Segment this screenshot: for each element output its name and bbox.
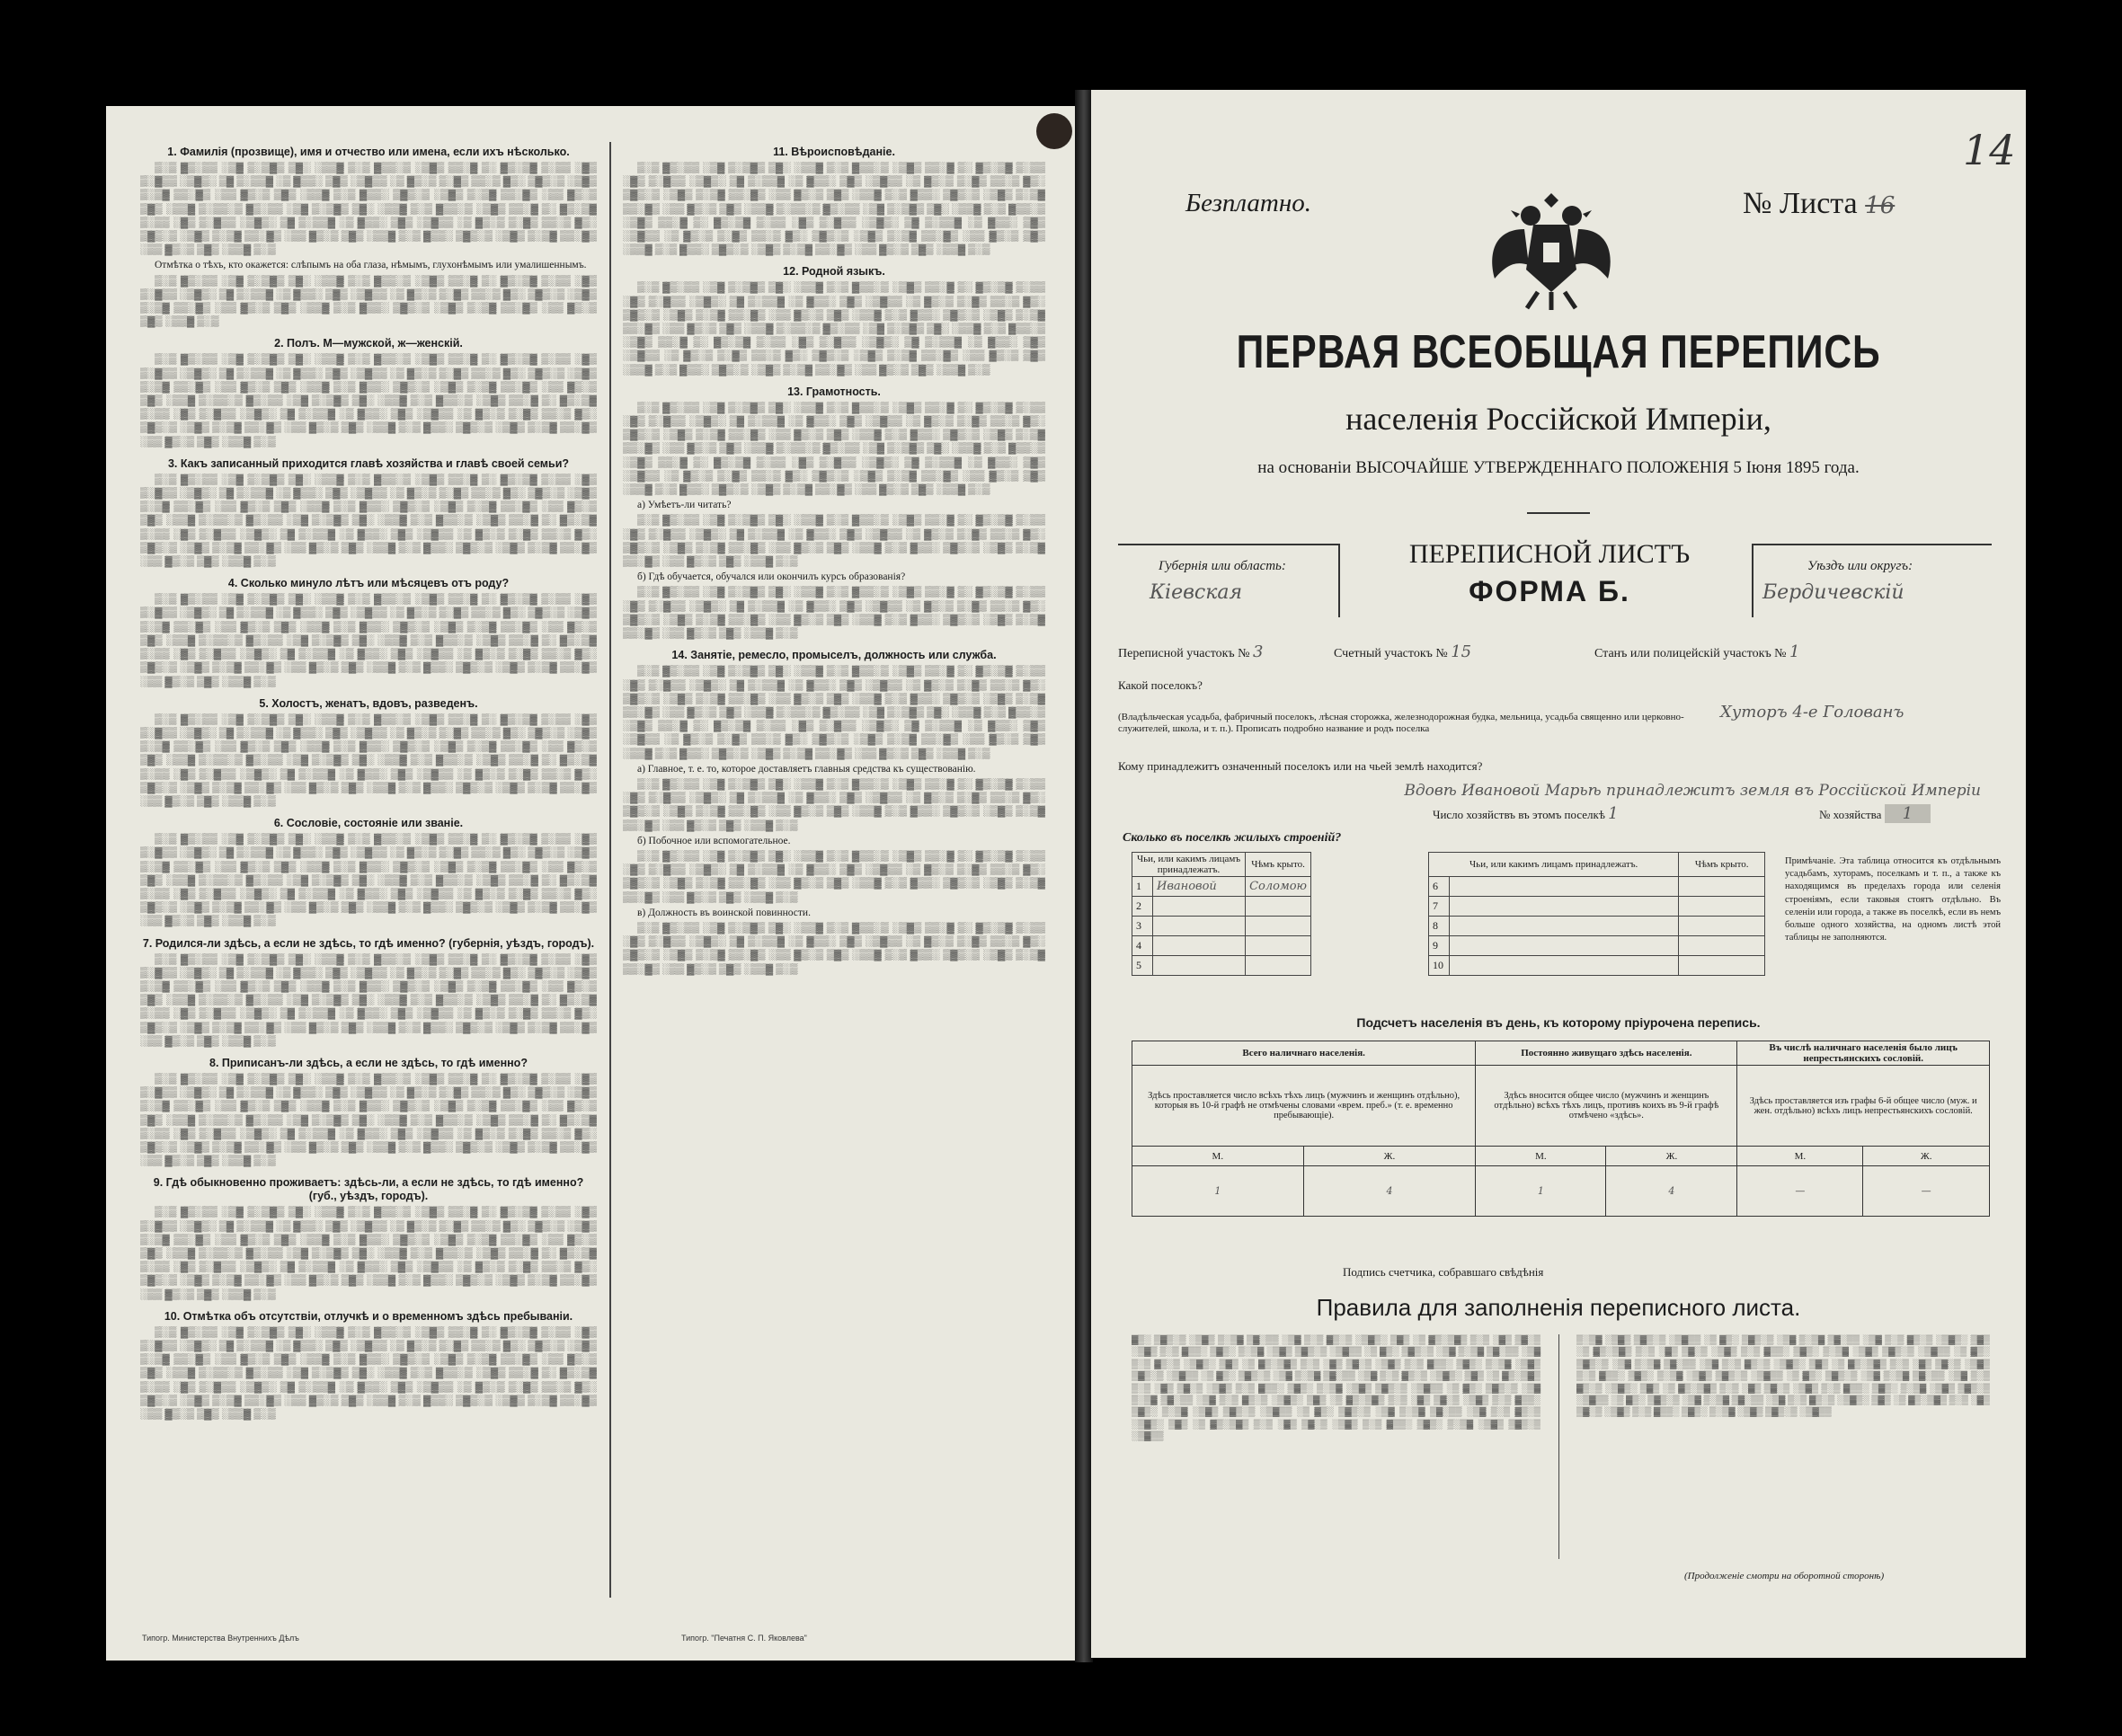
- instruction-text-filler: ▒░▒ ▓▒░▒▒ ░▒▓ ▒░▒▓▒ ▒▓░ ░▒▒▓ ▒░▒ ▓▒▒░▒ ░▒▓▒ ▒▒░▓ ▒░ ▓▒░▒▓ ▒░▒▒ ░▓▒ ▒░▓▒▒ ░▒▓▒░ ▒▓ ▒░▒▒▓ ░▒ ▓▒▒░ ▒▓▒ ░▒▓▒▒ ░▒ ▓▒░▒ ▒░▓▒ ▒▒░▒ ▓▒░ ▒▓▒░▒ ░▒▓▒ ▒░▒▓ ▒▒░▓▒ ░▒▒ ▓▒░▒ ▒▓▒ ░▒▒▓ ▒░▒ ▓▒▒░ ▒▓▒░▒ ░▒▓▒ ▒░▒▓ ▒▒░▓▒ ░▒▒ ▓▒░▒ ▒▓▒ ░▒▒▓ ▒░▒: [623, 922, 1045, 975]
- building-roof: [1246, 956, 1311, 976]
- building-row: [1429, 917, 1765, 936]
- building-row: [1132, 877, 1311, 897]
- building-cell: [1679, 936, 1765, 956]
- instructions-page: [106, 106, 1077, 1661]
- building-n: 10: [1429, 956, 1450, 976]
- instruction-text-filler: ▒░▒ ▓▒░▒▒ ░▒▓ ▒░▒▓▒ ▒▓░ ░▒▒▓ ▒░▒ ▓▒▒░▒ ░▒▓▒ ▒▒░▓ ▒░ ▓▒░▒▓ ▒░▒▒ ░▓▒ ▒░▓▒▒ ░▒▓▒░ ▒▓ ▒░▒▒▓ ░▒ ▓▒▒░ ▒▓▒ ░▒▓▒▒ ░▒ ▓▒░▒ ▒░▓▒ ▒▒░▒ ▓▒░ ▒▓▒░▒ ░▒▓▒ ▒░▒▓ ▒▒░▓▒ ░▒▒ ▓▒░▒ ▒▓▒ ░▒▒▓ ▒░▒ ▓▒▒░ ▒▓▒░▒ ░▒▓▒ ▒░▒▓ ▒▒░▓▒ ░▒▒ ▓▒░▒ ▒▓▒ ░▒▒▓ ▒░▒▒░▒ ▓▒░▒▒ ░▒▓ ▒░▒▓▒ ▒▓░ ░▒▒▓ ▒░▒ ▓▒▒░▒ ░▒▓▒ ▒▒░▓ ▒░ ▓▒░▒▓ ▒░▒▒ ░▓▒ ▒░▓▒▒ ░▒▓▒░ ▒▓ ▒░▒▒▓ ░▒ ▓▒▒░ ▒▓▒ ░▒▓▒▒ ░▒ ▓▒░▒ ▒░▓▒ ▒▒░▒ ▓▒░ ▒▓▒░▒ ░▒▓▒ ▒░▒▓ ▒▒░▓▒ ░▒▒ ▓▒░▒ ▒▓▒ ░▒▒▓ ▒░▒ ▓▒▒░ ▒▓▒░▒ ░▒▓▒ ▒░▒▓ ▒▒░▓▒ ░▒▒ ▓▒░▒ ▒▓▒ ░▒▒▓ ▒░▒: [140, 474, 597, 568]
- count-value: —: [1863, 1166, 1990, 1217]
- building-owner: [1153, 956, 1246, 976]
- rules-text-filler: ▒░▒▓ ░▒▓▒ ▒▓▒░▒ ░▒▓▒▒ ░▒ ▓▒░ ▒▓▒░▒ ░▒▓ ▒░▒▓ ▒▓░▒▒ ░▒▓ ▒░▒ ▓▒░▒ ░▒▓▒░ ▒▓▒ ░▒ ▓▒░▒▓▒ ▒░▒ ░▓▒ ▒▓░▒ ░▒▓▒ ▒░▒ ▓▒▒░ ▒▓▒░ ▒░▒▓ ░▒▓▒ ▒▓▒░▒ ░▒▓▒▒ ░▒ ▓▒░ ▒▓▒░▒ ░▒▓ ▒░▒▓ ▒▓░▒▒ ░▒▓ ▒░▒ ▓▒░▒ ░▒▓▒░ ▒▓▒ ░▒ ▓▒░▒▓▒ ▒░▒ ░▓▒ ▒▓░▒ ░▒▓▒ ▒░▒ ▓▒▒░ ▒▓▒░ ▒░▒▓ ░▒▓▒ ▒▓▒░▒ ░▒▓▒▒ ░▒ ▓▒░ ▒▓▒░▒ ░▒▓ ▒░▒▓ ▒▓░▒▒ ░▒▓ ▒░▒ ▓▒░▒ ░▒▓▒░ ▒▓▒ ░▒ ▓▒░▒▓▒ ▒░▒ ░▓▒ ▒▓░▒ ░▒▓▒ ▒░▒ ▓▒▒░ ▒▓▒░ ▒░▒▓ ░▒▓▒ ▒▓▒░▒ ░▒▓▒▒ ░▒ ▓▒░ ▒▓▒░▒ ░▒▓ ▒░▒▓ ▒▓░▒▒ ░▒▓ ▒░▒ ▓▒░▒ ░▒▓▒░ ▒▓▒ ░▒ ▓▒░▒▓▒ ▒░▒ ░▓▒ ▒▓░▒ ░▒▓▒ ▒░▒ ▓▒▒░ ▒▓▒░ ▒░▒▓ ░▒▓▒ ▒▓▒░▒ ░▒▓▒▒: [1576, 1335, 1990, 1418]
- document-subtitle: населенія Россійской Имперіи,: [1345, 401, 1771, 437]
- building-cell: [1450, 917, 1679, 936]
- census-form-page: [1091, 90, 2026, 1658]
- buildings-owner-header-2: Чьи, или какимъ лицамъ принадлежатъ.: [1429, 853, 1679, 877]
- building-roof: [1246, 897, 1311, 917]
- building-n: 4: [1132, 936, 1153, 956]
- count-value: 4: [1606, 1166, 1737, 1217]
- household-number-line: [1819, 804, 1931, 823]
- instruction-text-filler: ▒░▒ ▓▒░▒▒ ░▒▓ ▒░▒▓▒ ▒▓░ ░▒▒▓ ▒░▒ ▓▒▒░▒ ░▒▓▒ ▒▒░▓ ▒░ ▓▒░▒▓ ▒░▒▒ ░▓▒ ▒░▓▒▒ ░▒▓▒░ ▒▓ ▒░▒▒▓ ░▒ ▓▒▒░ ▒▓▒ ░▒▓▒▒ ░▒ ▓▒░▒ ▒░▓▒ ▒▒░▒ ▓▒░ ▒▓▒░▒ ░▒▓▒ ▒░▒▓ ▒▒░▓▒ ░▒▒ ▓▒░▒ ▒▓▒ ░▒▒▓ ▒░▒ ▓▒▒░ ▒▓▒░▒ ░▒▓▒ ▒░▒▓ ▒▒░▓▒ ░▒▒ ▓▒░▒ ▒▓▒ ░▒▒▓ ▒░▒▒░▒ ▓▒░▒▒ ░▒▓ ▒░▒▓▒ ▒▓░ ░▒▒▓ ▒░▒ ▓▒▒░▒ ░▒▓▒ ▒▒░▓ ▒░ ▓▒░▒▓ ▒░▒▒ ░▓▒ ▒░▓▒▒ ░▒▓▒░ ▒▓ ▒░▒▒▓ ░▒ ▓▒▒░ ▒▓▒ ░▒▓▒▒ ░▒ ▓▒░▒ ▒░▓▒ ▒▒░▒ ▓▒░ ▒▓▒░▒ ░▒▓▒ ▒░▒▓ ▒▒░▓▒ ░▒▒ ▓▒░▒ ▒▓▒ ░▒▒▓ ▒░▒ ▓▒▒░ ▒▓▒░▒ ░▒▓▒ ▒░▒▓ ▒▒░▓▒ ░▒▒ ▓▒░▒ ▒▓▒ ░▒▒▓ ▒░▒: [140, 953, 597, 1047]
- population-count-table: [1132, 1041, 1990, 1217]
- building-n: 5: [1132, 956, 1153, 976]
- instruction-heading: 6. Сословіе, состояніе или званіе.: [273, 817, 464, 830]
- buildings-label: Сколько въ поселкѣ жилыхъ строеній?: [1123, 831, 1342, 845]
- instruction-text-filler: ▒░▒ ▓▒░▒▒ ░▒▓ ▒░▒▓▒ ▒▓░ ░▒▒▓ ▒░▒ ▓▒▒░▒ ░▒▓▒ ▒▒░▓ ▒░ ▓▒░▒▓ ▒░▒▒ ░▓▒ ▒░▓▒▒ ░▒▓▒░ ▒▓ ▒░▒▒▓ ░▒ ▓▒▒░ ▒▓▒ ░▒▓▒▒ ░▒ ▓▒░▒ ▒░▓▒ ▒▒░▒ ▓▒░ ▒▓▒░▒ ░▒▓▒ ▒░▒▓ ▒▒░▓▒ ░▒▒ ▓▒░▒ ▒▓▒ ░▒▒▓ ▒░▒ ▓▒▒░ ▒▓▒░▒ ░▒▓▒ ▒░▒▓ ▒▒░▓▒ ░▒▒ ▓▒░▒ ▒▓▒ ░▒▒▓ ▒░▒▒░▒ ▓▒░▒▒ ░▒▓ ▒░▒▓▒ ▒▓░ ░▒▒▓ ▒░▒ ▓▒▒░▒ ░▒▓▒ ▒▒░▓ ▒░ ▓▒░▒▓ ▒░▒▒ ░▓▒ ▒░▓▒▒ ░▒▓▒░ ▒▓ ▒░▒▒▓ ░▒ ▓▒▒░ ▒▓▒ ░▒▓▒▒ ░▒ ▓▒░▒ ▒░▓▒ ▒▒░▒ ▓▒░ ▒▓▒░▒ ░▒▓▒ ▒░▒▓ ▒▒░▓▒ ░▒▒ ▓▒░▒ ▒▓▒ ░▒▒▓ ▒░▒ ▓▒▒░ ▒▓▒░▒ ░▒▓▒ ▒░▒▓ ▒▒░▓▒ ░▒▒ ▓▒░▒ ▒▓▒ ░▒▒▓ ▒░▒: [140, 834, 597, 927]
- building-cell: [1679, 956, 1765, 976]
- instruction-text-filler: ▒░▒ ▓▒░▒▒ ░▒▓ ▒░▒▓▒ ▒▓░ ░▒▒▓ ▒░▒ ▓▒▒░▒ ░▒▓▒ ▒▒░▓ ▒░ ▓▒░▒▓ ▒░▒▒ ░▓▒ ▒░▓▒▒ ░▒▓▒░ ▒▓ ▒░▒▒▓ ░▒ ▓▒▒░ ▒▓▒ ░▒▓▒▒ ░▒ ▓▒░▒ ▒░▓▒ ▒▒░▒ ▓▒░ ▒▓▒░▒ ░▒▓▒ ▒░▒▓ ▒▒░▓▒ ░▒▒ ▓▒░▒ ▒▓▒ ░▒▒▓ ▒░▒ ▓▒▒░ ▒▓▒░▒ ░▒▓▒ ▒░▒▓ ▒▒░▓▒ ░▒▒ ▓▒░▒ ▒▓▒ ░▒▒▓ ▒░▒▒░▒ ▓▒░▒▒ ░▒▓ ▒░▒▓▒ ▒▓░ ░▒▒▓ ▒░▒ ▓▒▒░▒ ░▒▓▒ ▒▒░▓ ▒░ ▓▒░▒▓ ▒░▒▒ ░▓▒ ▒░▓▒▒ ░▒▓▒░ ▒▓ ▒░▒▒▓ ░▒ ▓▒▒░ ▒▓▒ ░▒▓▒▒ ░▒ ▓▒░▒ ▒░▓▒ ▒▒░▒ ▓▒░ ▒▓▒░▒ ░▒▓▒ ▒░▒▓ ▒▒░▓▒ ░▒▒ ▓▒░▒ ▒▓▒ ░▒▒▓ ▒░▒ ▓▒▒░ ▒▓▒░▒ ░▒▓▒ ▒░▒▓ ▒▒░▓▒ ░▒▒ ▓▒░▒ ▒▓▒ ░▒▒▓ ▒░▒: [623, 402, 1045, 496]
- instruction-text: б) Гдѣ обучается, обучался или окончилъ курсъ образованія?: [637, 571, 906, 583]
- column-divider: [609, 142, 611, 1598]
- census-district-value: 3: [1253, 642, 1264, 661]
- free-label: Безплатно.: [1185, 189, 1311, 217]
- instruction-text-filler: ▒░▒ ▓▒░▒▒ ░▒▓ ▒░▒▓▒ ▒▓░ ░▒▒▓ ▒░▒ ▓▒▒░▒ ░▒▓▒ ▒▒░▓ ▒░ ▓▒░▒▓ ▒░▒▒ ░▓▒ ▒░▓▒▒ ░▒▓▒░ ▒▓ ▒░▒▒▓ ░▒ ▓▒▒░ ▒▓▒ ░▒▓▒▒ ░▒ ▓▒░▒ ▒░▓▒ ▒▒░▒ ▓▒░ ▒▓▒░▒ ░▒▓▒ ▒░▒▓ ▒▒░▓▒ ░▒▒ ▓▒░▒ ▒▓▒ ░▒▒▓ ▒░▒ ▓▒▒░ ▒▓▒░▒ ░▒▓▒ ▒░▒▓ ▒▒░▓▒ ░▒▒ ▓▒░▒ ▒▓▒ ░▒▒▓ ▒░▒: [623, 587, 1045, 640]
- province-box: [1118, 544, 1340, 617]
- instruction-text: Отмѣтка о тѣхъ, кто окажется: слѣпымъ на оба глаза, нѣмымъ, глухонѣмымъ или умалишеннымъ.: [155, 260, 587, 271]
- households-label: Число хозяйствъ въ этомъ поселкѣ: [1433, 808, 1605, 821]
- page-fold: [1075, 90, 1093, 1662]
- building-row: [1429, 897, 1765, 917]
- building-row: [1132, 917, 1311, 936]
- building-n: 7: [1429, 897, 1450, 917]
- form-code: ФОРМА Б.: [1469, 575, 1630, 607]
- instruction-text: а) Умѣетъ-ли читать?: [637, 500, 732, 511]
- count-desc-present: Здѣсь проставляется число всѣхъ тѣхъ лицъ (мужчинъ и женщинъ отдѣльно), которыя въ 10-й графѣ не отмѣчены словами «врем. преб.» (т. е. временно пребывающіе).: [1132, 1066, 1476, 1147]
- count-title: Подсчетъ населенія въ день, къ которому пріурочена перепись.: [1356, 1015, 1761, 1030]
- stan-value: 1: [1789, 642, 1800, 661]
- building-cell: [1679, 877, 1765, 897]
- count-value: 1: [1476, 1166, 1606, 1217]
- building-n: 6: [1429, 877, 1450, 897]
- instruction-text: б) Побочное или вспомогательное.: [637, 835, 791, 846]
- instruction-text: а) Главное, т. е. то, которое доставляетъ главныя средства къ существованію.: [637, 763, 976, 775]
- counting-district-line: [1334, 642, 1471, 661]
- building-cell: [1450, 956, 1679, 976]
- instruction-text-filler: ▒░▒ ▓▒░▒▒ ░▒▓ ▒░▒▓▒ ▒▓░ ░▒▒▓ ▒░▒ ▓▒▒░▒ ░▒▓▒ ▒▒░▓ ▒░ ▓▒░▒▓ ▒░▒▒ ░▓▒ ▒░▓▒▒ ░▒▓▒░ ▒▓ ▒░▒▒▓ ░▒ ▓▒▒░ ▒▓▒ ░▒▓▒▒ ░▒ ▓▒░▒ ▒░▓▒ ▒▒░▒ ▓▒░ ▒▓▒░▒ ░▒▓▒ ▒░▒▓ ▒▒░▓▒ ░▒▒ ▓▒░▒ ▒▓▒ ░▒▒▓ ▒░▒ ▓▒▒░ ▒▓▒░▒ ░▒▓▒ ▒░▒▓ ▒▒░▓▒ ░▒▒ ▓▒░▒ ▒▓▒ ░▒▒▓ ▒░▒▒░▒ ▓▒░▒▒ ░▒▓ ▒░▒▓▒ ▒▓░ ░▒▒▓ ▒░▒ ▓▒▒░▒ ░▒▓▒ ▒▒░▓ ▒░ ▓▒░▒▓ ▒░▒▒ ░▓▒ ▒░▓▒▒ ░▒▓▒░ ▒▓ ▒░▒▒▓ ░▒ ▓▒▒░ ▒▓▒ ░▒▓▒▒ ░▒ ▓▒░▒ ▒░▓▒ ▒▒░▒ ▓▒░ ▒▓▒░▒ ░▒▓▒ ▒░▒▓ ▒▒░▓▒ ░▒▒ ▓▒░▒ ▒▓▒ ░▒▒▓ ▒░▒ ▓▒▒░ ▒▓▒░▒ ░▒▓▒ ▒░▒▓ ▒▒░▓▒ ░▒▒ ▓▒░▒ ▒▓▒ ░▒▒▓ ▒░▒: [140, 594, 597, 687]
- sheet-number-value: 16: [1865, 192, 1896, 219]
- instruction-text-filler: ▒░▒ ▓▒░▒▒ ░▒▓ ▒░▒▓▒ ▒▓░ ░▒▒▓ ▒░▒ ▓▒▒░▒ ░▒▓▒ ▒▒░▓ ▒░ ▓▒░▒▓ ▒░▒▒ ░▓▒ ▒░▓▒▒ ░▒▓▒░ ▒▓ ▒░▒▒▓ ░▒ ▓▒▒░ ▒▓▒ ░▒▓▒▒ ░▒ ▓▒░▒ ▒░▓▒ ▒▒░▒ ▓▒░ ▒▓▒░▒ ░▒▓▒ ▒░▒▓ ▒▒░▓▒ ░▒▒ ▓▒░▒ ▒▓▒ ░▒▒▓ ▒░▒ ▓▒▒░ ▒▓▒░▒ ░▒▓▒ ▒░▒▓ ▒▒░▓▒ ░▒▒ ▓▒░▒ ▒▓▒ ░▒▒▓ ▒░▒▒░▒ ▓▒░▒▒ ░▒▓ ▒░▒▓▒ ▒▓░ ░▒▒▓ ▒░▒ ▓▒▒░▒ ░▒▓▒ ▒▒░▓ ▒░ ▓▒░▒▓ ▒░▒▒ ░▓▒ ▒░▓▒▒ ░▒▓▒░ ▒▓ ▒░▒▒▓ ░▒ ▓▒▒░ ▒▓▒ ░▒▓▒▒ ░▒ ▓▒░▒ ▒░▓▒ ▒▒░▒ ▓▒░ ▒▓▒░▒ ░▒▓▒ ▒░▒▓ ▒▒░▓▒ ░▒▒ ▓▒░▒ ▒▓▒ ░▒▒▓ ▒░▒ ▓▒▒░ ▒▓▒░▒ ░▒▓▒ ▒░▒▓ ▒▒░▓▒ ░▒▒ ▓▒░▒ ▒▓▒ ░▒▒▓ ▒░▒: [140, 163, 597, 256]
- households-line: [1433, 804, 1619, 823]
- instruction-text-filler: ▒░▒ ▓▒░▒▒ ░▒▓ ▒░▒▓▒ ▒▓░ ░▒▒▓ ▒░▒ ▓▒▒░▒ ░▒▓▒ ▒▒░▓ ▒░ ▓▒░▒▓ ▒░▒▒ ░▓▒ ▒░▓▒▒ ░▒▓▒░ ▒▓ ▒░▒▒▓ ░▒ ▓▒▒░ ▒▓▒ ░▒▓▒▒ ░▒ ▓▒░▒ ▒░▓▒ ▒▒░▒ ▓▒░ ▒▓▒░▒ ░▒▓▒ ▒░▒▓ ▒▒░▓▒ ░▒▒ ▓▒░▒ ▒▓▒ ░▒▒▓ ▒░▒ ▓▒▒░ ▒▓▒░▒ ░▒▓▒ ▒░▒▓ ▒▒░▓▒ ░▒▒ ▓▒░▒ ▒▓▒ ░▒▒▓ ▒░▒▒░▒ ▓▒░▒▒ ░▒▓ ▒░▒▓▒ ▒▓░ ░▒▒▓ ▒░▒ ▓▒▒░▒ ░▒▓▒ ▒▒░▓ ▒░ ▓▒░▒▓ ▒░▒▒ ░▓▒ ▒░▓▒▒ ░▒▓▒░ ▒▓ ▒░▒▒▓ ░▒ ▓▒▒░ ▒▓▒ ░▒▓▒▒ ░▒ ▓▒░▒ ▒░▓▒ ▒▒░▒ ▓▒░ ▒▓▒░▒ ░▒▓▒ ▒░▒▓ ▒▒░▓▒ ░▒▒ ▓▒░▒ ▒▓▒ ░▒▒▓ ▒░▒ ▓▒▒░ ▒▓▒░▒ ░▒▓▒ ▒░▒▓ ▒▒░▓▒ ░▒▒ ▓▒░▒ ▒▓▒ ░▒▒▓ ▒░▒: [140, 1073, 597, 1167]
- count-value: 1: [1132, 1166, 1304, 1217]
- buildings-table-right: [1428, 852, 1765, 976]
- district-box: [1752, 544, 1992, 617]
- building-row: [1132, 956, 1311, 976]
- instruction-heading: 2. Полъ. М—мужской, ж—женскій.: [274, 337, 463, 350]
- form-name: ПЕРЕПИСНОЙ ЛИСТЪ: [1408, 539, 1691, 569]
- building-row: [1132, 936, 1311, 956]
- building-n: 1: [1132, 877, 1153, 897]
- rules-divider: [1558, 1334, 1559, 1559]
- count-mf-label: М.: [1737, 1147, 1863, 1166]
- census-district-label: Переписной участокъ №: [1118, 647, 1250, 660]
- rules-text-filler: ▓▒░ ▒▓▒░▒ ░▒▓▒ ▒░▒▓ ▒▓░▒▒ ░▒▓ ▒░▒ ▓▒░▒ ░▒▓▒░ ▒▓▒ ░▒ ▓▒░▒▓▒ ▒░▒ ░▓▒ ▒▓░▒ ░▒▓▒ ▒░▒ ▓▒▒░ ▒▓▒░ ▒░▒▓ ░▒▓▒ ▒▓▒░▒ ░▒▓▒▒ ░▒ ▓▒░ ▒▓▒░▒ ░▒▓ ▒░▒▓ ▒▓░▒▒ ░▒▓ ▒░▒ ▓▒░▒ ░▒▓▒░ ▒▓▒ ░▒ ▓▒░▒▓▒ ▒░▒ ░▓▒ ▒▓░▒ ░▒▓▒ ▒░▒ ▓▒▒░ ▒▓▒░ ▒░▒▓ ░▒▓▒ ▒▓▒░▒ ░▒▓▒▒ ░▒ ▓▒░ ▒▓▒░▒ ░▒▓ ▒░▒▓ ▒▓░▒▒ ░▒▓ ▒░▒ ▓▒░▒ ░▒▓▒░ ▒▓▒ ░▒ ▓▒░▒▓▒ ▒░▒ ░▓▒ ▒▓░▒ ░▒▓▒ ▒░▒ ▓▒▒░ ▒▓▒░ ▒░▒▓ ░▒▓▒ ▒▓▒░▒ ░▒▓▒▒ ░▒ ▓▒░ ▒▓▒░▒ ░▒▓ ▒░▒▓ ▒▓░▒▒ ░▒▓ ▒░▒ ▓▒░▒ ░▒▓▒░ ▒▓▒ ░▒ ▓▒░▒▓▒ ▒░▒ ░▓▒ ▒▓░▒ ░▒▓▒ ▒░▒ ▓▒▒░ ▒▓▒░ ▒░▒▓ ░▒▓▒ ▒▓▒░▒ ░▒▓▒▒ ░▒ ▓▒░ ▒▓▒░▒ ░▒▓ ▒░▒▓ ▒▓░▒▒ ░▒▓ ▒░▒ ▓▒░▒ ░▒▓▒░ ▒▓▒ ░▒ ▓▒░▒▓▒ ▒░▒ ░▓▒ ▒▓░▒ ░▒▓▒ ▒░▒ ▓▒▒░ ▒▓▒░ ▒░▒▓ ░▒▓▒ ▒▓▒░▒ ░▒▓▒▒: [1132, 1335, 1540, 1442]
- building-roof: [1246, 917, 1311, 936]
- building-row: [1429, 877, 1765, 897]
- count-desc-nonpeasant: Здѣсь проставляется изъ графы 6-й общее число (муж. и жен. отдѣльно) всѣхъ лицъ непрестьянскихъ сословій.: [1737, 1066, 1990, 1147]
- instruction-text-filler: ▒░▒ ▓▒░▒▒ ░▒▓ ▒░▒▓▒ ▒▓░ ░▒▒▓ ▒░▒ ▓▒▒░▒ ░▒▓▒ ▒▒░▓ ▒░ ▓▒░▒▓ ▒░▒▒ ░▓▒ ▒░▓▒▒ ░▒▓▒░ ▒▓ ▒░▒▒▓ ░▒ ▓▒▒░ ▒▓▒ ░▒▓▒▒ ░▒ ▓▒░▒ ▒░▓▒ ▒▒░▒ ▓▒░ ▒▓▒░▒ ░▒▓▒ ▒░▒▓ ▒▒░▓▒ ░▒▒ ▓▒░▒ ▒▓▒ ░▒▒▓ ▒░▒ ▓▒▒░ ▒▓▒░▒ ░▒▓▒ ▒░▒▓ ▒▒░▓▒ ░▒▒ ▓▒░▒ ▒▓▒ ░▒▒▓ ▒░▒▒░▒ ▓▒░▒▒ ░▒▓ ▒░▒▓▒ ▒▓░ ░▒▒▓ ▒░▒ ▓▒▒░▒ ░▒▓▒ ▒▒░▓ ▒░ ▓▒░▒▓ ▒░▒▒ ░▓▒ ▒░▓▒▒ ░▒▓▒░ ▒▓ ▒░▒▒▓ ░▒ ▓▒▒░ ▒▓▒ ░▒▓▒▒ ░▒ ▓▒░▒ ▒░▓▒ ▒▒░▒ ▓▒░ ▒▓▒░▒ ░▒▓▒ ▒░▒▓ ▒▒░▓▒ ░▒▒ ▓▒░▒ ▒▓▒ ░▒▒▓ ▒░▒ ▓▒▒░ ▒▓▒░▒ ░▒▓▒ ▒░▒▓ ▒▒░▓▒ ░▒▒ ▓▒░▒ ▒▓▒ ░▒▒▓ ▒░▒: [140, 1326, 597, 1421]
- legal-basis: на основаніи ВЫСОЧАЙШЕ УТВЕРЖДЕННАГО ПОЛОЖЕНІЯ 5 Іюня 1895 года.: [1257, 458, 1860, 477]
- rules-column-1: [1132, 1334, 1540, 1443]
- instruction-text: в) Должность въ воинской повинности.: [637, 907, 811, 918]
- instruction-heading: 7. Родился-ли здѣсь, а если не здѣсь, то гдѣ именно? (губернія, уѣздъ, городъ).: [142, 936, 595, 950]
- instruction-text-filler: ▒░▒ ▓▒░▒▒ ░▒▓ ▒░▒▓▒ ▒▓░ ░▒▒▓ ▒░▒ ▓▒▒░▒ ░▒▓▒ ▒▒░▓ ▒░ ▓▒░▒▓ ▒░▒▒ ░▓▒ ▒░▓▒▒ ░▒▓▒░ ▒▓ ▒░▒▒▓ ░▒ ▓▒▒░ ▒▓▒ ░▒▓▒▒ ░▒ ▓▒░▒ ▒░▓▒ ▒▒░▒ ▓▒░ ▒▓▒░▒ ░▒▓▒ ▒░▒▓ ▒▒░▓▒ ░▒▒ ▓▒░▒ ▒▓▒ ░▒▒▓ ▒░▒ ▓▒▒░ ▒▓▒░▒ ░▒▓▒ ▒░▒▓ ▒▒░▓▒ ░▒▒ ▓▒░▒ ▒▓▒ ░▒▒▓ ▒░▒▒░▒ ▓▒░▒▒ ░▒▓ ▒░▒▓▒ ▒▓░ ░▒▒▓ ▒░▒ ▓▒▒░▒ ░▒▓▒ ▒▒░▓ ▒░ ▓▒░▒▓ ▒░▒▒ ░▓▒ ▒░▓▒▒ ░▒▓▒░ ▒▓ ▒░▒▒▓ ░▒ ▓▒▒░ ▒▓▒ ░▒▓▒▒ ░▒ ▓▒░▒ ▒░▓▒ ▒▒░▒ ▓▒░ ▒▓▒░▒ ░▒▓▒ ▒░▒▓ ▒▒░▓▒ ░▒▒ ▓▒░▒ ▒▓▒ ░▒▒▓ ▒░▒ ▓▒▒░ ▒▓▒░▒ ░▒▓▒ ▒░▒▓ ▒▒░▓▒ ░▒▒ ▓▒░▒ ▒▓▒ ░▒▒▓ ▒░▒: [623, 163, 1045, 256]
- instruction-heading: 11. Вѣроисповѣданіе.: [773, 146, 895, 158]
- instruction-heading: 5. Холостъ, женатъ, вдовъ, разведенъ.: [259, 696, 478, 710]
- building-owner: [1153, 917, 1246, 936]
- building-cell: [1450, 877, 1679, 897]
- building-row: [1429, 936, 1765, 956]
- building-owner: Ивановой: [1153, 877, 1246, 897]
- households-value: 1: [1608, 804, 1619, 823]
- rules-column-2: [1576, 1334, 1990, 1419]
- count-mf-label: М.: [1132, 1147, 1304, 1166]
- instruction-heading: 3. Какъ записанный приходится главѣ хозяйства и главѣ своей семьи?: [167, 456, 570, 470]
- instruction-heading: 1. Фамилія (прозвище), имя и отчество или имена, если ихъ нѣсколько.: [167, 146, 570, 158]
- instruction-text-filler: ▒░▒ ▓▒░▒▒ ░▒▓ ▒░▒▓▒ ▒▓░ ░▒▒▓ ▒░▒ ▓▒▒░▒ ░▒▓▒ ▒▒░▓ ▒░ ▓▒░▒▓ ▒░▒▒ ░▓▒ ▒░▓▒▒ ░▒▓▒░ ▒▓ ▒░▒▒▓ ░▒ ▓▒▒░ ▒▓▒ ░▒▓▒▒ ░▒ ▓▒░▒ ▒░▓▒ ▒▒░▒ ▓▒░ ▒▓▒░▒ ░▒▓▒ ▒░▒▓ ▒▒░▓▒ ░▒▒ ▓▒░▒ ▒▓▒ ░▒▒▓ ▒░▒ ▓▒▒░ ▒▓▒░▒ ░▒▓▒ ▒░▒▓ ▒▒░▓▒ ░▒▒ ▓▒░▒ ▒▓▒ ░▒▒▓ ▒░▒: [140, 275, 597, 328]
- handwritten-page-number: 14: [1963, 126, 2016, 174]
- building-owner: [1153, 936, 1246, 956]
- count-mf-label: М.: [1476, 1147, 1606, 1166]
- instruction-heading: 10. Отмѣтка объ отсутствіи, отлучкѣ и о временномъ здѣсь пребываніи.: [164, 1309, 573, 1323]
- count-header-nonpeasant: Въ числѣ наличнаго населенія было лицъ непрестьянскихъ сословій.: [1737, 1041, 1990, 1066]
- double-headed-eagle-icon: [1484, 180, 1619, 314]
- instruction-heading: 13. Грамотность.: [787, 385, 881, 398]
- household-number-label: № хозяйства: [1819, 808, 1882, 821]
- building-n: 2: [1132, 897, 1153, 917]
- count-mf-label: Ж.: [1863, 1147, 1990, 1166]
- building-roof: Соломою: [1246, 877, 1311, 897]
- printer-note-left: Типогр. Министерства Внутреннихъ Дѣлъ: [142, 1634, 299, 1643]
- building-cell: [1679, 897, 1765, 917]
- building-cell: [1450, 897, 1679, 917]
- province-value: Кіевская: [1150, 581, 1243, 604]
- building-roof: [1246, 936, 1311, 956]
- district-label: Уѣздъ или округъ:: [1807, 559, 1913, 573]
- buildings-table-left: [1132, 852, 1311, 976]
- instruction-text-filler: ▒░▒ ▓▒░▒▒ ░▒▓ ▒░▒▓▒ ▒▓░ ░▒▒▓ ▒░▒ ▓▒▒░▒ ░▒▓▒ ▒▒░▓ ▒░ ▓▒░▒▓ ▒░▒▒ ░▓▒ ▒░▓▒▒ ░▒▓▒░ ▒▓ ▒░▒▒▓ ░▒ ▓▒▒░ ▒▓▒ ░▒▓▒▒ ░▒ ▓▒░▒ ▒░▓▒ ▒▒░▒ ▓▒░ ▒▓▒░▒ ░▒▓▒ ▒░▒▓ ▒▒░▓▒ ░▒▒ ▓▒░▒ ▒▓▒ ░▒▒▓ ▒░▒ ▓▒▒░ ▒▓▒░▒ ░▒▓▒ ▒░▒▓ ▒▒░▓▒ ░▒▒ ▓▒░▒ ▒▓▒ ░▒▒▓ ▒░▒▒░▒ ▓▒░▒▒ ░▒▓ ▒░▒▓▒ ▒▓░ ░▒▒▓ ▒░▒ ▓▒▒░▒ ░▒▓▒ ▒▒░▓ ▒░ ▓▒░▒▓ ▒░▒▒ ░▓▒ ▒░▓▒▒ ░▒▓▒░ ▒▓ ▒░▒▒▓ ░▒ ▓▒▒░ ▒▓▒ ░▒▓▒▒ ░▒ ▓▒░▒ ▒░▓▒ ▒▒░▒ ▓▒░ ▒▓▒░▒ ░▒▓▒ ▒░▒▓ ▒▒░▓▒ ░▒▒ ▓▒░▒ ▒▓▒ ░▒▒▓ ▒░▒ ▓▒▒░ ▒▓▒░▒ ░▒▓▒ ▒░▒▓ ▒▒░▓▒ ░▒▒ ▓▒░▒ ▒▓▒ ░▒▒▓ ▒░▒: [623, 666, 1045, 759]
- building-row: [1132, 897, 1311, 917]
- owner-label: Кому принадлежитъ означенный поселокъ или на чьей землѣ находится?: [1118, 759, 1483, 773]
- instruction-heading: 8. Приписанъ-ли здѣсь, а если не здѣсь, то гдѣ именно?: [209, 1056, 528, 1069]
- building-cell: [1679, 917, 1765, 936]
- owner-value: Вдовѣ Ивановой Марьѣ принадлежитъ земля въ Россійской Имперіи: [1404, 782, 1981, 800]
- instructions-column-1: [140, 137, 597, 1423]
- counting-district-value: 15: [1451, 642, 1472, 661]
- counting-district-label: Счетный участокъ №: [1334, 647, 1448, 660]
- instruction-text-filler: ▒░▒ ▓▒░▒▒ ░▒▓ ▒░▒▓▒ ▒▓░ ░▒▒▓ ▒░▒ ▓▒▒░▒ ░▒▓▒ ▒▒░▓ ▒░ ▓▒░▒▓ ▒░▒▒ ░▓▒ ▒░▓▒▒ ░▒▓▒░ ▒▓ ▒░▒▒▓ ░▒ ▓▒▒░ ▒▓▒ ░▒▓▒▒ ░▒ ▓▒░▒ ▒░▓▒ ▒▒░▒ ▓▒░ ▒▓▒░▒ ░▒▓▒ ▒░▒▓ ▒▒░▓▒ ░▒▒ ▓▒░▒ ▒▓▒ ░▒▒▓ ▒░▒ ▓▒▒░ ▒▓▒░▒ ░▒▓▒ ▒░▒▓ ▒▒░▓▒ ░▒▒ ▓▒░▒ ▒▓▒ ░▒▒▓ ▒░▒▒░▒ ▓▒░▒▒ ░▒▓ ▒░▒▓▒ ▒▓░ ░▒▒▓ ▒░▒ ▓▒▒░▒ ░▒▓▒ ▒▒░▓ ▒░ ▓▒░▒▓ ▒░▒▒ ░▓▒ ▒░▓▒▒ ░▒▓▒░ ▒▓ ▒░▒▒▓ ░▒ ▓▒▒░ ▒▓▒ ░▒▓▒▒ ░▒ ▓▒░▒ ▒░▓▒ ▒▒░▒ ▓▒░ ▒▓▒░▒ ░▒▓▒ ▒░▒▓ ▒▒░▓▒ ░▒▒ ▓▒░▒ ▒▓▒ ░▒▒▓ ▒░▒ ▓▒▒░ ▒▓▒░▒ ░▒▓▒ ▒░▒▓ ▒▒░▓▒ ░▒▒ ▓▒░▒ ▒▓▒ ░▒▒▓ ▒░▒: [140, 713, 597, 807]
- district-value: Бердичевскій: [1762, 581, 1904, 604]
- printer-note-right: Типогр. "Печатня С. П. Яковлева": [681, 1634, 807, 1643]
- stan-line: [1594, 642, 1800, 661]
- settlement-label: Какой поселокъ?: [1118, 678, 1203, 692]
- buildings-roof-header: Чѣмъ крыто.: [1246, 853, 1311, 877]
- building-row: [1429, 956, 1765, 976]
- document-title: ПЕРВАЯ ВСЕОБЩАЯ ПЕРЕПИСЬ: [1236, 326, 1881, 378]
- instruction-text-filler: ▒░▒ ▓▒░▒▒ ░▒▓ ▒░▒▓▒ ▒▓░ ░▒▒▓ ▒░▒ ▓▒▒░▒ ░▒▓▒ ▒▒░▓ ▒░ ▓▒░▒▓ ▒░▒▒ ░▓▒ ▒░▓▒▒ ░▒▓▒░ ▒▓ ▒░▒▒▓ ░▒ ▓▒▒░ ▒▓▒ ░▒▓▒▒ ░▒ ▓▒░▒ ▒░▓▒ ▒▒░▒ ▓▒░ ▒▓▒░▒ ░▒▓▒ ▒░▒▓ ▒▒░▓▒ ░▒▒ ▓▒░▒ ▒▓▒ ░▒▒▓ ▒░▒ ▓▒▒░ ▒▓▒░▒ ░▒▓▒ ▒░▒▓ ▒▒░▓▒ ░▒▒ ▓▒░▒ ▒▓▒ ░▒▒▓ ▒░▒▒░▒ ▓▒░▒▒ ░▒▓ ▒░▒▓▒ ▒▓░ ░▒▒▓ ▒░▒ ▓▒▒░▒ ░▒▓▒ ▒▒░▓ ▒░ ▓▒░▒▓ ▒░▒▒ ░▓▒ ▒░▓▒▒ ░▒▓▒░ ▒▓ ▒░▒▒▓ ░▒ ▓▒▒░ ▒▓▒ ░▒▓▒▒ ░▒ ▓▒░▒ ▒░▓▒ ▒▒░▒ ▓▒░ ▒▓▒░▒ ░▒▓▒ ▒░▒▓ ▒▒░▓▒ ░▒▒ ▓▒░▒ ▒▓▒ ░▒▒▓ ▒░▒ ▓▒▒░ ▒▓▒░▒ ░▒▓▒ ▒░▒▓ ▒▒░▓▒ ░▒▒ ▓▒░▒ ▒▓▒ ░▒▒▓ ▒░▒: [140, 1207, 597, 1300]
- count-value: —: [1737, 1166, 1863, 1217]
- instruction-text-filler: ▒░▒ ▓▒░▒▒ ░▒▓ ▒░▒▓▒ ▒▓░ ░▒▒▓ ▒░▒ ▓▒▒░▒ ░▒▓▒ ▒▒░▓ ▒░ ▓▒░▒▓ ▒░▒▒ ░▓▒ ▒░▓▒▒ ░▒▓▒░ ▒▓ ▒░▒▒▓ ░▒ ▓▒▒░ ▒▓▒ ░▒▓▒▒ ░▒ ▓▒░▒ ▒░▓▒ ▒▒░▒ ▓▒░ ▒▓▒░▒ ░▒▓▒ ▒░▒▓ ▒▒░▓▒ ░▒▒ ▓▒░▒ ▒▓▒ ░▒▒▓ ▒░▒ ▓▒▒░ ▒▓▒░▒ ░▒▓▒ ▒░▒▓ ▒▒░▓▒ ░▒▒ ▓▒░▒ ▒▓▒ ░▒▒▓ ▒░▒: [623, 778, 1045, 831]
- instruction-text-filler: ▒░▒ ▓▒░▒▒ ░▒▓ ▒░▒▓▒ ▒▓░ ░▒▒▓ ▒░▒ ▓▒▒░▒ ░▒▓▒ ▒▒░▓ ▒░ ▓▒░▒▓ ▒░▒▒ ░▓▒ ▒░▓▒▒ ░▒▓▒░ ▒▓ ▒░▒▒▓ ░▒ ▓▒▒░ ▒▓▒ ░▒▓▒▒ ░▒ ▓▒░▒ ▒░▓▒ ▒▒░▒ ▓▒░ ▒▓▒░▒ ░▒▓▒ ▒░▒▓ ▒▒░▓▒ ░▒▒ ▓▒░▒ ▒▓▒ ░▒▒▓ ▒░▒ ▓▒▒░ ▒▓▒░▒ ░▒▓▒ ▒░▒▓ ▒▒░▓▒ ░▒▒ ▓▒░▒ ▒▓▒ ░▒▒▓ ▒░▒▒░▒ ▓▒░▒▒ ░▒▓ ▒░▒▓▒ ▒▓░ ░▒▒▓ ▒░▒ ▓▒▒░▒ ░▒▓▒ ▒▒░▓ ▒░ ▓▒░▒▓ ▒░▒▒ ░▓▒ ▒░▓▒▒ ░▒▓▒░ ▒▓ ▒░▒▒▓ ░▒ ▓▒▒░ ▒▓▒ ░▒▓▒▒ ░▒ ▓▒░▒ ▒░▓▒ ▒▒░▒ ▓▒░ ▒▓▒░▒ ░▒▓▒ ▒░▒▓ ▒▒░▓▒ ░▒▒ ▓▒░▒ ▒▓▒ ░▒▒▓ ▒░▒ ▓▒▒░ ▒▓▒░▒ ░▒▓▒ ▒░▒▓ ▒▒░▓▒ ░▒▒ ▓▒░▒ ▒▓▒ ░▒▒▓ ▒░▒: [623, 282, 1045, 376]
- count-mf-label: Ж.: [1303, 1147, 1476, 1166]
- building-n: 9: [1429, 936, 1450, 956]
- count-mf-label: Ж.: [1606, 1147, 1737, 1166]
- title-rule: [1527, 512, 1590, 514]
- building-n: 3: [1132, 917, 1153, 936]
- buildings-note: Примѣчаніе. Эта таблица относится къ отдѣльнымъ усадьбамъ, хуторамъ, поселкамъ и т. п., а также къ находящимся въ пределахъ города или селенія строеніямъ, если таковыя стоятъ отдѣльно. Въ селеніи или города, а также въ поселкѣ, если въ немъ больше одного хозяйства, на одномъ листѣ этой таблицы не заполняются.: [1785, 856, 2001, 943]
- settlement-value: Хуторъ 4-е Голованъ: [1720, 703, 1904, 722]
- buildings-roof-header-2: Чѣмъ крыто.: [1679, 853, 1765, 877]
- household-number-value: 1: [1885, 804, 1931, 823]
- census-district-line: [1118, 642, 1263, 661]
- sheet-number: [1743, 187, 1895, 221]
- instruction-heading: 9. Гдѣ обыкновенно проживаетъ: здѣсь-ли, а если не здѣсь, то гдѣ именно? (губ., уѣздъ, городъ).: [153, 1176, 584, 1203]
- stan-label: Станъ или полицейскій участокъ №: [1594, 647, 1787, 660]
- instruction-heading: 12. Родной языкъ.: [783, 265, 885, 279]
- settlement-hint: (Владѣльческая усадьба, фабричный поселокъ, лѣсная сторожка, железнодорожная будка, мельница, усадьба священно или церковно-служителей, школа, и т. п.). Прописать подробно название и родъ поселка: [1118, 712, 1684, 734]
- instruction-heading: 4. Сколько минуло лѣтъ или мѣсяцевъ отъ роду?: [227, 577, 510, 590]
- count-desc-permanent: Здѣсь вносится общее число (мужчинъ и женщинъ отдѣльно) всѣхъ тѣхъ лицъ, противъ коихъ въ 9-й графѣ отмѣчено «здѣсь».: [1476, 1066, 1737, 1147]
- count-value: 4: [1303, 1166, 1476, 1217]
- sheet-number-label: № Листа: [1743, 187, 1858, 220]
- buildings-owner-header: Чьи, или какимъ лицамъ принадлежатъ.: [1132, 853, 1246, 877]
- building-cell: [1450, 936, 1679, 956]
- instruction-heading: 14. Занятіе, ремесло, промыселъ, должность или служба.: [671, 649, 997, 662]
- instruction-text-filler: ▒░▒ ▓▒░▒▒ ░▒▓ ▒░▒▓▒ ▒▓░ ░▒▒▓ ▒░▒ ▓▒▒░▒ ░▒▓▒ ▒▒░▓ ▒░ ▓▒░▒▓ ▒░▒▒ ░▓▒ ▒░▓▒▒ ░▒▓▒░ ▒▓ ▒░▒▒▓ ░▒ ▓▒▒░ ▒▓▒ ░▒▓▒▒ ░▒ ▓▒░▒ ▒░▓▒ ▒▒░▒ ▓▒░ ▒▓▒░▒ ░▒▓▒ ▒░▒▓ ▒▒░▓▒ ░▒▒ ▓▒░▒ ▒▓▒ ░▒▒▓ ▒░▒ ▓▒▒░ ▒▓▒░▒ ░▒▓▒ ▒░▒▓ ▒▒░▓▒ ░▒▒ ▓▒░▒ ▒▓▒ ░▒▒▓ ▒░▒: [623, 850, 1045, 903]
- rules-continued: (Продолженіе смотри на оборотной сторонѣ): [1684, 1571, 1885, 1581]
- instruction-text-filler: ▒░▒ ▓▒░▒▒ ░▒▓ ▒░▒▓▒ ▒▓░ ░▒▒▓ ▒░▒ ▓▒▒░▒ ░▒▓▒ ▒▒░▓ ▒░ ▓▒░▒▓ ▒░▒▒ ░▓▒ ▒░▓▒▒ ░▒▓▒░ ▒▓ ▒░▒▒▓ ░▒ ▓▒▒░ ▒▓▒ ░▒▓▒▒ ░▒ ▓▒░▒ ▒░▓▒ ▒▒░▒ ▓▒░ ▒▓▒░▒ ░▒▓▒ ▒░▒▓ ▒▒░▓▒ ░▒▒ ▓▒░▒ ▒▓▒ ░▒▒▓ ▒░▒ ▓▒▒░ ▒▓▒░▒ ░▒▓▒ ▒░▒▓ ▒▒░▓▒ ░▒▒ ▓▒░▒ ▒▓▒ ░▒▒▓ ▒░▒: [623, 515, 1045, 568]
- rules-title: Правила для заполненія переписного листа.: [1316, 1294, 1801, 1321]
- count-header-permanent: Постоянно живущаго здѣсь населенія.: [1476, 1041, 1737, 1066]
- count-header-present: Всего наличнаго населенія.: [1132, 1041, 1476, 1066]
- instruction-text-filler: ▒░▒ ▓▒░▒▒ ░▒▓ ▒░▒▓▒ ▒▓░ ░▒▒▓ ▒░▒ ▓▒▒░▒ ░▒▓▒ ▒▒░▓ ▒░ ▓▒░▒▓ ▒░▒▒ ░▓▒ ▒░▓▒▒ ░▒▓▒░ ▒▓ ▒░▒▒▓ ░▒ ▓▒▒░ ▒▓▒ ░▒▓▒▒ ░▒ ▓▒░▒ ▒░▓▒ ▒▒░▒ ▓▒░ ▒▓▒░▒ ░▒▓▒ ▒░▒▓ ▒▒░▓▒ ░▒▒ ▓▒░▒ ▒▓▒ ░▒▒▓ ▒░▒ ▓▒▒░ ▒▓▒░▒ ░▒▓▒ ▒░▒▓ ▒▒░▓▒ ░▒▒ ▓▒░▒ ▒▓▒ ░▒▒▓ ▒░▒▒░▒ ▓▒░▒▒ ░▒▓ ▒░▒▓▒ ▒▓░ ░▒▒▓ ▒░▒ ▓▒▒░▒ ░▒▓▒ ▒▒░▓ ▒░ ▓▒░▒▓ ▒░▒▒ ░▓▒ ▒░▓▒▒ ░▒▓▒░ ▒▓ ▒░▒▒▓ ░▒ ▓▒▒░ ▒▓▒ ░▒▓▒▒ ░▒ ▓▒░▒ ▒░▓▒ ▒▒░▒ ▓▒░ ▒▓▒░▒ ░▒▓▒ ▒░▒▓ ▒▒░▓▒ ░▒▒ ▓▒░▒ ▒▓▒ ░▒▒▓ ▒░▒ ▓▒▒░ ▒▓▒░▒ ░▒▓▒ ▒░▒▓ ▒▒░▓▒ ░▒▒ ▓▒░▒ ▒▓▒ ░▒▒▓ ▒░▒: [140, 354, 597, 447]
- province-label: Губернія или область:: [1159, 559, 1286, 573]
- instructions-column-2: [623, 137, 1045, 979]
- enumerator-signature-label: Подпись счетчика, собравшаго свѣдѣнія: [1343, 1265, 1544, 1279]
- building-owner: [1153, 897, 1246, 917]
- building-n: 8: [1429, 917, 1450, 936]
